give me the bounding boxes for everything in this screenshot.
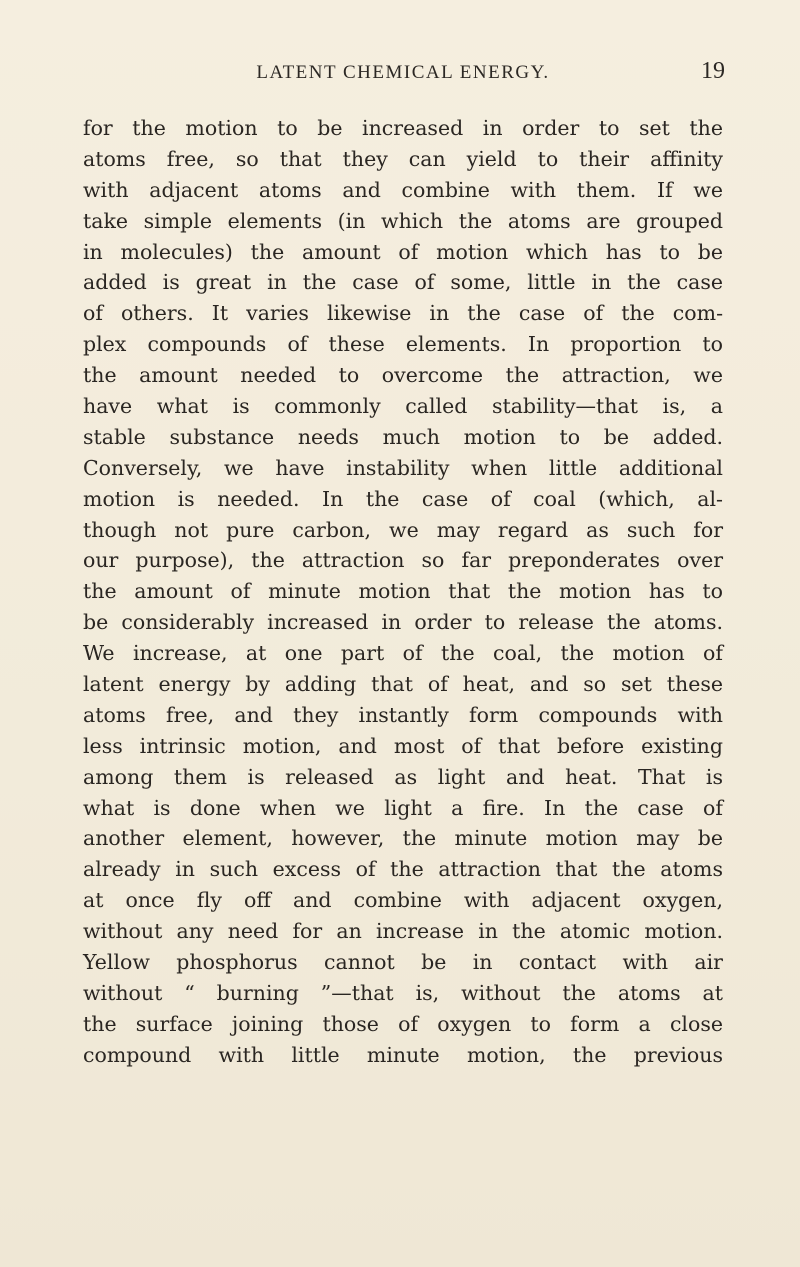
text-line: of others. It varies likewise in the case of the com- <box>83 301 723 326</box>
text-line: for the motion to be increased in order to set the <box>83 116 723 140</box>
text-line: what is done when we light a fire. In the case of <box>83 795 723 820</box>
text-line: We increase, at one part of the coal, the motion of <box>83 641 723 666</box>
text-line: in molecules) the amount of motion which has to be <box>83 239 723 264</box>
text-line: added is great in the case of some, little in the case <box>83 270 723 295</box>
body-text <box>83 113 723 1071</box>
text-line: motion is needed. In the case of coal (which, al- <box>83 486 723 511</box>
text-line: less intrinsic motion, and most of that before existing <box>83 733 723 758</box>
text-line: our purpose), the attraction so far preponderates over <box>83 548 723 573</box>
text-line: though not pure carbon, we may regard as such for <box>83 517 723 542</box>
text-line: latent energy by adding that of heat, and so set these <box>83 672 723 697</box>
text-line: compound with little minute motion, the previous <box>83 1042 723 1067</box>
text-line: Yellow phosphorus cannot be in contact with air <box>83 950 723 975</box>
text-line: at once fly off and combine with adjacent oxygen, <box>83 888 723 913</box>
text-line: Conversely, we have instability when little additional <box>83 455 723 480</box>
text-line: the amount of minute motion that the motion has to <box>83 579 723 604</box>
text-line: atoms free, so that they can yield to their affinity <box>83 146 723 171</box>
text-line: with adjacent atoms and combine with them. If we <box>83 177 723 202</box>
text-line: among them is released as light and heat. That is <box>83 764 723 789</box>
running-head <box>83 58 723 90</box>
text-line: atoms free, and they instantly form compounds with <box>83 702 723 727</box>
text-line: the surface joining those of oxygen to form a close <box>83 1011 723 1036</box>
text-line: have what is commonly called stability—that is, a <box>83 394 723 419</box>
text-line: be considerably increased in order to release the atoms. <box>83 610 723 635</box>
text-line: take simple elements (in which the atoms are grouped <box>83 208 723 233</box>
text-line: plex compounds of these elements. In proportion to <box>83 332 723 357</box>
text-line: another element, however, the minute motion may be <box>83 826 723 851</box>
text-line: stable substance needs much motion to be added. <box>83 424 723 449</box>
text-line: without any need for an increase in the atomic motion. <box>83 919 723 944</box>
text-line: without “ burning ”—that is, without the atoms at <box>83 980 723 1005</box>
running-title: LATENT CHEMICAL ENERGY. <box>256 62 550 83</box>
page-number: 19 <box>701 58 725 84</box>
text-line: already in such excess of the attraction that the atoms <box>83 857 723 882</box>
text-line: the amount needed to overcome the attraction, we <box>83 363 723 388</box>
